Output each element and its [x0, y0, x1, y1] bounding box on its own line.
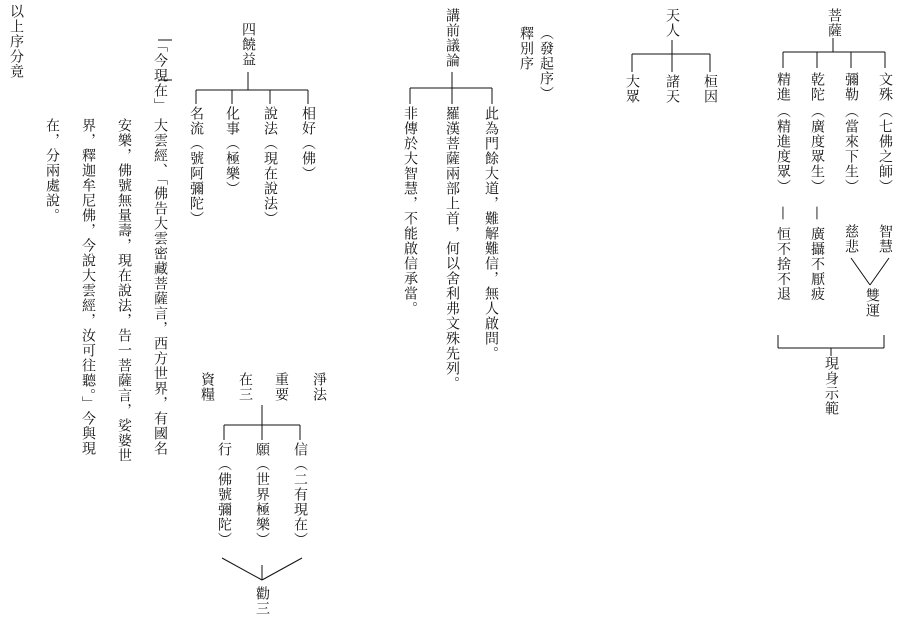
pureland-col-2: 重要 [273, 372, 289, 402]
pureland-item-1: 信（二有現在） [292, 442, 308, 547]
bodhisattva-attr-2: （當來下生） [843, 104, 859, 194]
pureland-col-4: 資糧 [199, 372, 215, 402]
preface-heading: 講前議論 [444, 8, 460, 68]
bodhisattva-title: 菩薩 [826, 8, 842, 38]
bodhisattva-attr-4: （精進度眾） [775, 104, 791, 194]
pureland-col-1: 淨法 [311, 372, 327, 402]
preface-line-3: 非傳於大智慧，不能啟信承當。 [402, 106, 418, 316]
pureland-item-2: 願（世界極樂） [254, 442, 270, 547]
pureland-col-3: 在三 [237, 372, 253, 402]
bodhisattva-name-1: 文殊 [877, 72, 893, 102]
bodhisattva-quality-1: 智慧 [877, 224, 893, 254]
four-item-3: 化事（極樂） [224, 106, 240, 196]
four-title: 四饒益 [240, 22, 256, 67]
present-line-1: 大雲經、「佛告大雲密藏菩薩言，西方世界，有國名 [152, 118, 168, 456]
fa-qi-label: （發起序） [538, 26, 554, 101]
bodhisattva-attr-3: （廣度眾生） [809, 104, 825, 194]
bodhisattva-name-3: 乾陀 [809, 72, 825, 102]
four-item-2: 說法（現在說法） [262, 106, 278, 226]
bodhisattva-quality-4: — 恒不捨不退 [775, 206, 791, 302]
preface-line-2: 羅漢菩薩兩部上首，何以舍利弗文殊先列。 [444, 106, 460, 391]
present-line-3: 界，釋迦牟尼佛，今說大雲經，汝可往聽。」今與現 [80, 118, 96, 456]
present-line-2: 安樂，佛號無量壽，現在說法，告一菩薩言，娑婆世 [116, 118, 132, 463]
four-item-1: 相好（佛） [300, 106, 316, 181]
devas-item-2: 諸天 [664, 74, 680, 104]
manifest-label: 現身示範 [823, 356, 839, 416]
bodhisattva-attr-1: （七佛之師） [877, 104, 893, 194]
preface-line-1: 此為門餘大道，難解難信，無人啟問。 [483, 106, 499, 361]
bodhisattva-quality-3: — 廣攝不厭疲 [809, 206, 825, 302]
four-item-4: 名流（號阿彌陀） [188, 106, 204, 226]
devas-item-3: 大眾 [624, 74, 640, 104]
devas-title: 天人 [664, 8, 680, 38]
present-line-4: 在，分兩處說。 [44, 118, 60, 223]
pureland-result: 勸三 [254, 586, 270, 616]
bodhisattva-name-4: 精進 [775, 72, 791, 102]
present-label: 「今現在」 [152, 38, 168, 113]
shi-bie-label: 釋別序 [518, 26, 534, 71]
twin-label: 雙運 [864, 288, 880, 318]
closing-text: 以上序分竟 [8, 4, 24, 79]
bodhisattva-name-2: 彌勒 [843, 72, 859, 102]
pureland-item-3: 行（佛號彌陀） [216, 442, 232, 547]
bodhisattva-quality-2: 慈悲 [843, 224, 859, 254]
devas-item-1: 桓因 [702, 74, 718, 104]
